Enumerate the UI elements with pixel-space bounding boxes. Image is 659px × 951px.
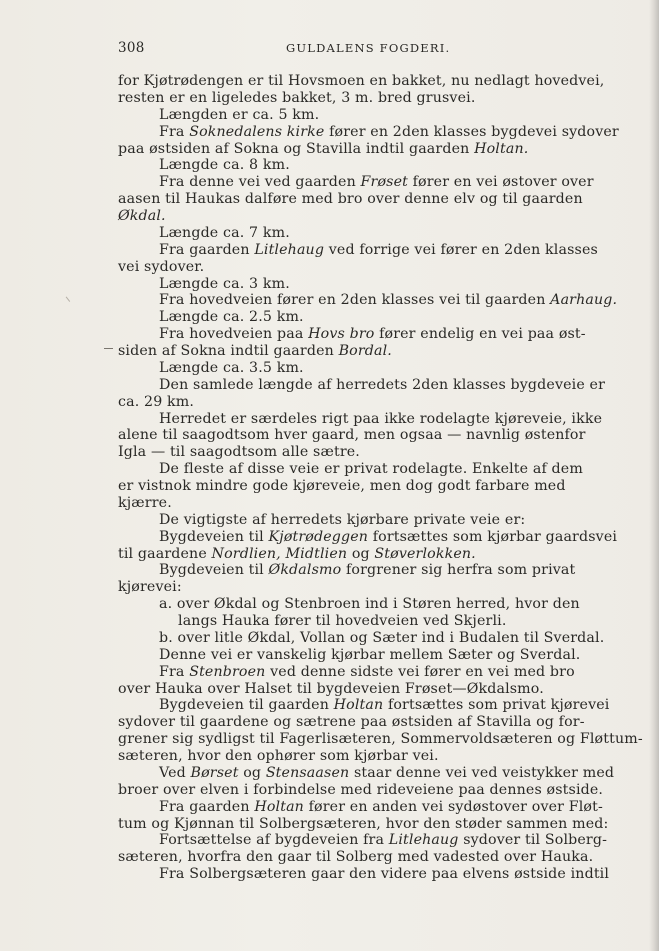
italic-place-name: Økdal. [118, 208, 166, 224]
text-segment: Fra denne vei ved gaarden [159, 174, 361, 191]
text-line: sæteren, hvorfra den gaar til Solberg med vadested over Hauka. [118, 849, 594, 866]
text-line: er vistnok mindre gode kjøreveie, men dog godt farbare med [118, 478, 566, 494]
text-line: ca. 29 km. [118, 393, 195, 410]
text-line: Længde ca. 3.5 km. [159, 359, 304, 376]
text-segment: sydover til Solberg- [458, 832, 608, 849]
text-line [118, 343, 608, 360]
text-segment: fører endelig en vei paa øst- [374, 326, 586, 343]
text-segment: paa østsiden af Sokna og Stavilla indtil gaarden [118, 140, 475, 157]
italic-place-name: Holtan [333, 697, 384, 714]
text-line [118, 141, 608, 158]
text-line: Længde ca. 2.5 km. [159, 309, 304, 326]
text-line: broer over elven i forbindelse med rideveiene paa dennes østside. [118, 781, 604, 798]
italic-place-name: Frøset [360, 174, 408, 191]
italic-place-name: Holtan [254, 798, 304, 815]
text-segment: Fra gaarden [159, 241, 255, 258]
text-segment: fortsættes som privat kjørevei [383, 697, 610, 714]
text-line: Længde ca. 7 km. [159, 224, 290, 241]
text-segment: Ved [159, 764, 191, 781]
text-line: Fra Solbergsæteren gaar den videre paa elvens østside indtil [159, 866, 610, 883]
text-line: vei sydover. [118, 258, 205, 275]
text-segment: Fortsættelse af bygdeveien fra [159, 832, 389, 849]
margin-hair-mark [66, 294, 74, 302]
page-edge-shadow [649, 0, 659, 951]
text-segment: fører en vei østover over [407, 174, 594, 191]
text-segment: siden af Sokna indtil gaarden [118, 343, 339, 359]
text-line: resten er en ligeledes bakket, 3 m. bred grusvei. [118, 89, 476, 106]
text-segment: Bygdeveien til gaarden [159, 697, 334, 714]
text-line: tum og Kjønnan til Solbergsæteren, hvor den støder sammen med: [118, 815, 609, 832]
page-header [118, 40, 538, 58]
text-line: kjærre. [118, 494, 172, 511]
text-line: over Hauka over Halset til bygdeveien Frøset—Økdalsmo. [118, 680, 544, 697]
body-text [118, 73, 643, 883]
text-line [118, 326, 608, 343]
text-line [118, 208, 608, 225]
text-line: Denne vei er vanskelig kjørbar mellem Sæter og Sverdal. [159, 646, 581, 663]
text-line [118, 123, 619, 141]
text-line [118, 546, 608, 563]
page-number: 308 [118, 40, 145, 56]
text-segment: og [238, 764, 266, 781]
text-line: b. over litle Økdal, Vollan og Sæter ind i Budalen til Sverdal. [159, 629, 605, 646]
margin-dash-mark [104, 348, 113, 349]
text-line: Herredet er særdeles rigt paa ikke rodelagte kjøreveie, ikke [159, 410, 603, 427]
text-segment: til gaardene [118, 545, 212, 562]
text-line: De vigtigste af herredets kjørbare private veie er: [159, 511, 526, 528]
running-title: GULDALENS FOGDERI. [286, 41, 451, 55]
text-line [118, 528, 618, 546]
text-line: Længden er ca. 5 km. [159, 106, 320, 123]
text-segment: fører en anden vei sydøstover over Fløt- [303, 798, 603, 815]
text-line [118, 664, 608, 681]
italic-place-name: Stensaasen [265, 764, 350, 781]
italic-place-name: Økdalsmo [268, 562, 342, 579]
text-line [118, 562, 608, 579]
text-line [118, 799, 608, 816]
text-line: Den samlede længde af herredets 2den klasses bygdeveie er [159, 376, 606, 393]
text-line: for Kjøtrødengen er til Hovsmoen en bakket, nu nedlagt hovedvei, [118, 73, 605, 89]
text-segment: Bygdeveien til [159, 528, 269, 545]
text-line [118, 292, 618, 309]
text-line: Igla — til saagodtsom alle sætre. [118, 444, 360, 461]
italic-place-name: Holtan. [474, 140, 529, 157]
italic-place-name: Nordlien, Midtlien [211, 545, 348, 562]
text-line: Længde ca. 3 km. [159, 275, 290, 292]
text-line: Længde ca. 8 km. [159, 157, 290, 174]
text-segment: Fra hovedveien paa [159, 326, 309, 343]
text-segment: Bygdeveien til [159, 562, 269, 579]
text-line [118, 697, 608, 714]
text-line: De fleste af disse veie er privat rodelagte. Enkelte af dem [159, 461, 583, 478]
italic-place-name: Hovs bro [308, 326, 375, 343]
text-segment: staar denne vei ved veistykker med [349, 764, 615, 781]
text-segment: fortsættes som kjørbar gaardsvei [368, 528, 618, 545]
italic-place-name: Aarhaug. [550, 292, 618, 309]
text-line [118, 174, 608, 191]
text-line: kjørevei: [118, 579, 182, 596]
italic-place-name: Soknedalens kirke [189, 123, 325, 140]
italic-place-name: Stenbroen [189, 663, 266, 680]
text-line: aasen til Haukas dalføre med bro over denne elv og til gaarden [118, 191, 583, 208]
text-line: langs Hauka fører til hovedveien ved Skjerli. [178, 613, 507, 629]
text-line [118, 764, 615, 782]
text-segment: ved forrige vei fører en 2den klasses [324, 241, 598, 258]
text-segment: Fra hovedveien fører en 2den klasses vei til gaarden [159, 292, 551, 309]
text-line: grener sig sydligst til Fagerlisæteren, Sommervoldsæteren og Fløttum- [118, 731, 643, 748]
italic-place-name: Bordal. [338, 343, 392, 359]
text-segment: Fra [159, 123, 190, 140]
text-line: sydover til gaardene og sætrene paa østsiden af Stavilla og for- [118, 714, 585, 731]
italic-place-name: Litlehaug [254, 241, 325, 258]
text-segment: ved denne sidste vei fører en vei med bro [265, 663, 575, 680]
text-segment: og [347, 545, 375, 562]
text-segment: forgrener sig herfra som privat [341, 562, 576, 579]
text-line: a. over Økdal og Stenbroen ind i Støren herred, hvor den [159, 596, 580, 613]
text-segment: Fra gaarden [159, 798, 255, 815]
text-line: sæteren, hvor den ophører som kjørbar vei. [118, 748, 439, 764]
text-line: alene til saagodtsom hver gaard, men ogsaa — navnlig østenfor [118, 427, 586, 444]
italic-place-name: Litlehaug [388, 832, 459, 849]
text-line [118, 832, 608, 849]
text-segment: Fra [159, 663, 190, 680]
text-line [118, 242, 608, 259]
text-segment: fører en 2den klasses bygdevei sydover [324, 123, 619, 140]
italic-place-name: Børset [190, 764, 239, 781]
italic-place-name: Kjøtrødeggen [268, 528, 369, 545]
italic-place-name: Støverlokken. [374, 545, 476, 562]
